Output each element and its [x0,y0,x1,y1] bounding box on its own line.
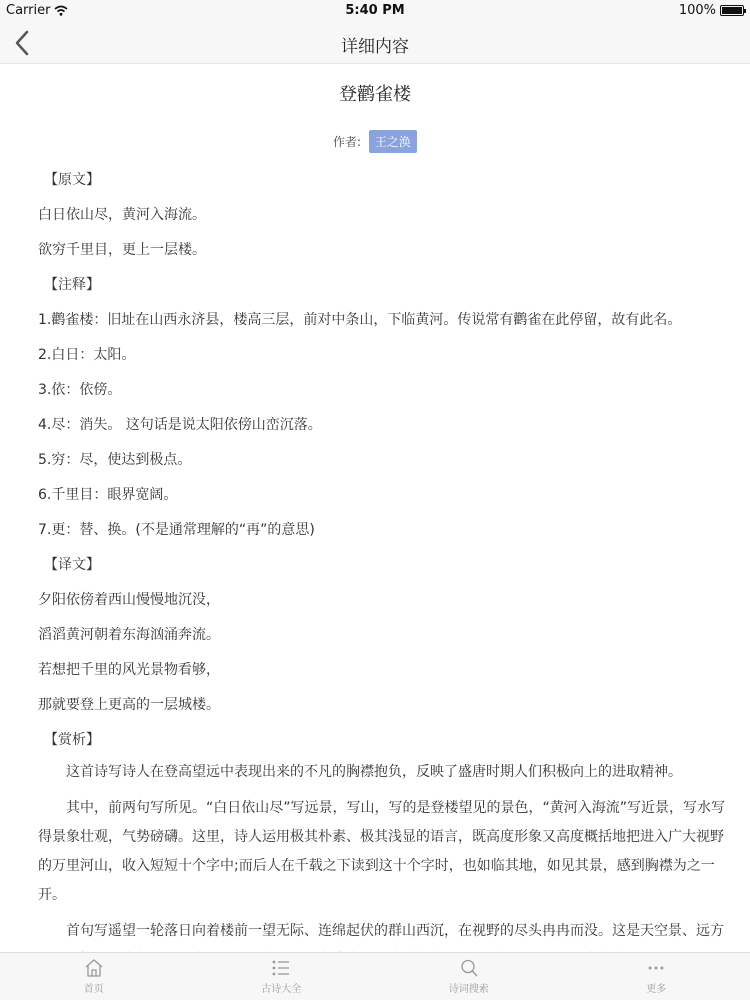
note-item: 7.更：替、换。(不是通常理解的“再”的意思) [38,522,315,538]
status-bar [0,0,750,22]
tab-bar [0,952,750,1000]
list-icon [270,958,292,978]
author-row [0,130,750,153]
tab-home-label: 首页 [83,984,104,995]
original-line: 欲穷千里目，更上一层楼。 [38,242,206,258]
appreciation-paragraph: 这首诗写诗人在登高望远中表现出来的不凡的胸襟抱负，反映了盛唐时期人们积极向上的进取精神。 [66,764,682,780]
section-heading-original: 【原文】 [44,172,100,188]
section-heading-notes: 【注释】 [44,277,100,293]
author-label: 作者: [333,135,362,149]
translation-line: 若想把千里的风光景物看够， [38,662,220,678]
note-item: 1.鹳雀楼：旧址在山西永济县，楼高三层，前对中条山，下临黄河。传说常有鹳雀在此停留，故有此名。 [38,312,682,328]
note-item: 2.白日：太阳。 [38,347,136,363]
detail-content[interactable] [0,64,750,952]
carrier-label: Carrier [6,3,51,18]
nav-bar [0,22,750,64]
note-item: 5.穷：尽，使达到极点。 [38,452,192,468]
note-item: 6.千里目：眼界宽阔。 [38,487,178,503]
status-time: 5:40 PM [345,3,405,18]
tab-home[interactable] [0,953,188,1000]
appreciation-paragraph: 其中，前两句写所见。“白日依山尽”写远景，写山，写的是登楼望见的景色，“黄河入海流”写近景，写水写得景象壮观，气势磅礴。这里，诗人运用极其朴素、极其浅显的语言，既高度形象又高度概括地把进入广大视野的万里河山，收入短短十个字中;而后人在千载之下读到这十个字时，也如临其地，如见其景，感到胸襟为之一开。 [38,800,726,903]
tab-search[interactable] [375,953,563,1000]
section-heading-translation: 【译文】 [44,557,100,573]
poem-title: 登鹳雀楼 [339,84,411,105]
appreciation-paragraph: 首句写遥望一轮落日向着楼前一望无际、连绵起伏的群山西沉，在视野的尽头冉冉而没。这是天空景、远方 [66,923,724,939]
tab-poems[interactable] [188,953,376,1000]
tab-more-label: 更多 [646,984,667,995]
tab-more[interactable] [563,953,750,1000]
original-line: 白日依山尽，黄河入海流。 [38,207,206,223]
search-icon [458,958,480,978]
translation-line: 滔滔黄河朝着东海汹涌奔流。 [38,627,220,643]
translation-line: 夕阳依傍着西山慢慢地沉没， [38,592,220,608]
poem-body [0,163,750,952]
home-icon [83,958,105,978]
tab-search-label: 诗词搜索 [448,984,489,995]
section-heading-appreciation: 【赏析】 [44,732,100,748]
nav-title: 详细内容 [341,37,409,57]
battery-group [679,3,744,18]
tab-poems-label: 古诗大全 [261,984,302,995]
note-item: 3.依：依傍。 [38,382,122,398]
translation-line: 那就要登上更高的一层城楼。 [38,697,220,713]
author-tag[interactable]: 王之涣 [369,130,417,153]
battery-icon [720,5,744,16]
battery-percent: 100% [678,3,716,18]
more-icon [645,958,667,978]
note-item: 4.尽：消失。 这句话是说太阳依傍山峦沉落。 [38,417,322,433]
